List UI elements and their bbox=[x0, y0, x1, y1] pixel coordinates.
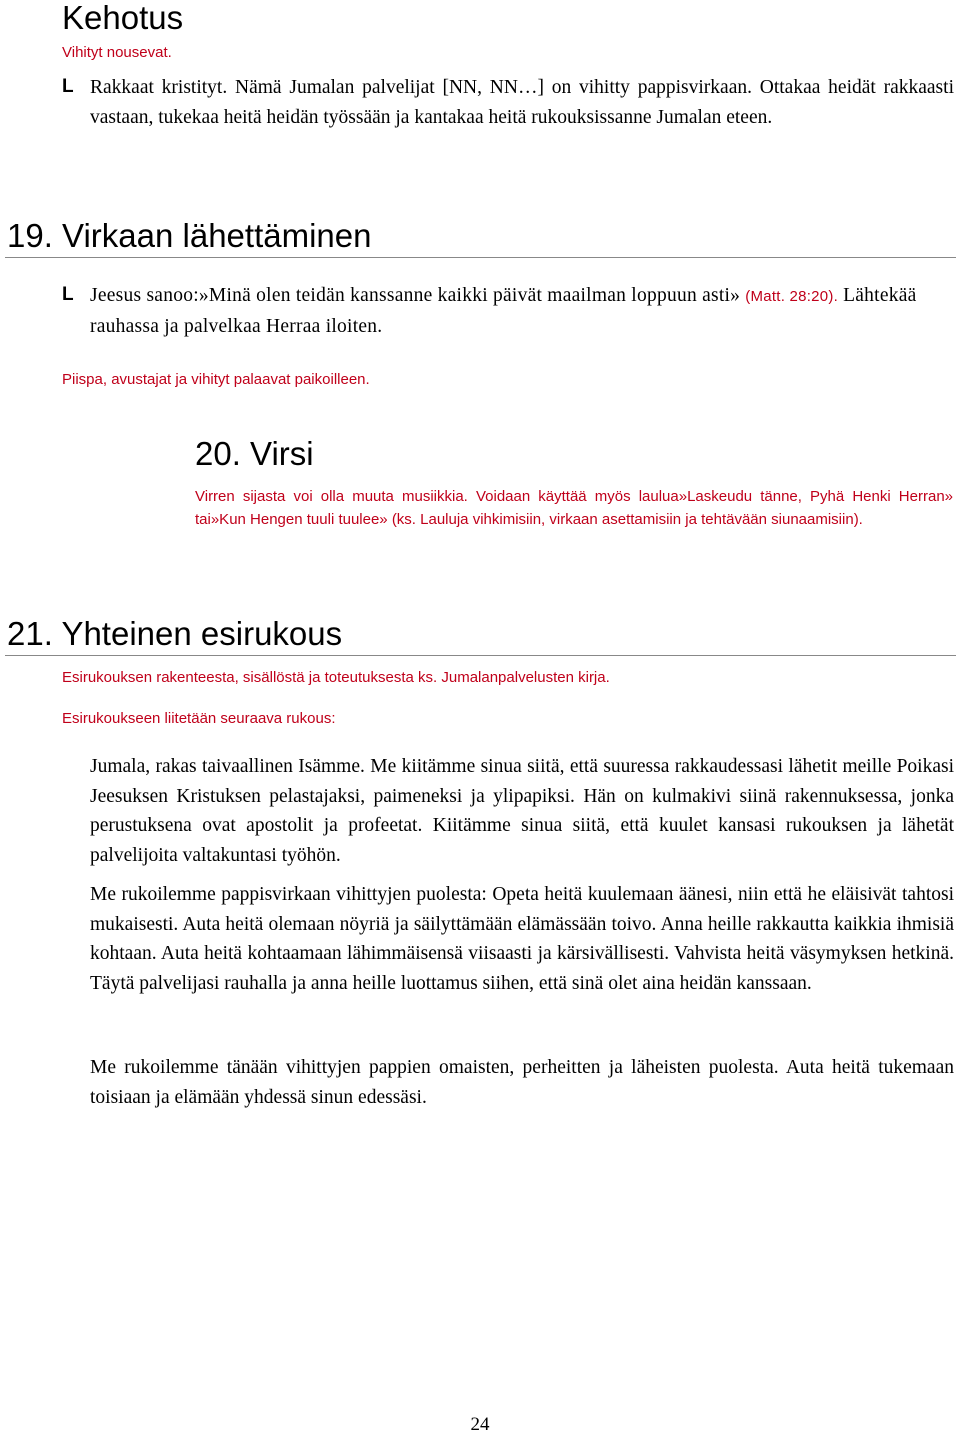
scripture-reference: (Matt. 28:20). bbox=[745, 288, 838, 305]
liturgist-marker: L bbox=[62, 76, 74, 97]
liturgist-marker: L bbox=[62, 284, 74, 305]
kehotus-text: Rakkaat kristityt. Nämä Jumalan palvelijat [NN, NN…] on vihitty pappisvirkaan. Ottakaa heidät rakkaasti vastaan, tukekaa heitä heidän työssään ja kantakaa heitä rukouksissanne Jumalan eteen. bbox=[90, 77, 954, 128]
prayer-paragraph-2: Me rukoilemme pappisvirkaan vihittyjen puolesta: Opeta heitä kuulemaan äänesi, niin että he eläisivät tahtosi mukaisesti. Auta heitä olemaan nöyriä ja säilyttämään elämässään toivo. Anna heille rakkautta kaikkia ihmisiä kohtaan. Auta heitä kohtaamaan lähimmäisensä viisaasti ja kärsivällisesti. Vahvista heitä väsymyksen hetkinä. Täytä palvelijasi rauhalla ja anna heille luottamus siihen, että sinä olet aina heidän kanssaan. bbox=[90, 884, 954, 994]
section-21-heading: 21. Yhteinen esirukous bbox=[7, 615, 343, 652]
section-19-text-b: Lähtekää rauhassa ja palvelkaa Herraa iloiten. bbox=[90, 285, 917, 337]
section-20-rubric: Virren sijasta voi olla muuta musiikkia. Voidaan käyttää myös laulua»Laskeudu tänne, Pyhä Henki Herran» tai»Kun Hengen tuuli tuulee» (ks. Lauluja vihkimisiin, virkaan asettamisiin ja tehtävään siunaamisiin). bbox=[195, 488, 953, 528]
section-21-rubric-2: Esirukoukseen liitetään seuraava rukous: bbox=[62, 710, 336, 727]
kehotus-rubric: Vihityt nousevat. bbox=[62, 44, 172, 61]
section-19-text bbox=[90, 281, 954, 341]
prayer-paragraph-3: Me rukoilemme tänään vihittyjen pappien omaisten, perheitten ja läheisten puolesta. Auta heitä tukemaan toisiaan ja elämään yhdessä sinun edessäsi. bbox=[90, 1057, 954, 1108]
section-19-heading: 19. Virkaan lähettäminen bbox=[7, 217, 372, 254]
prayer-paragraph-1: Jumala, rakas taivaallinen Isämme. Me kiitämme sinua siitä, että suuressa rakkaudessasi lähetit meille Poikasi Jeesuksen Kristuksen pelastajaksi, paimeneksi ja ylipapiksi. Hän on kulmakivi siinä rakennuksessa, jonka perustuksena ovat apostolit ja profeetat. Kiitämme sinua siitä, että kuulet kansasi rukouksen ja lähetät palvelijoita valtakuntasi työhön. bbox=[90, 756, 954, 866]
section-19-rubric: Piispa, avustajat ja vihityt palaavat paikoilleen. bbox=[62, 371, 370, 388]
section-20-heading: 20. Virsi bbox=[195, 435, 314, 472]
section-19-rule bbox=[5, 257, 956, 258]
section-21-rule bbox=[5, 655, 956, 656]
section-19-text-a: Jeesus sanoo:»Minä olen teidän kanssanne kaikki päivät maailman loppuun asti» bbox=[90, 285, 741, 306]
kehotus-heading: Kehotus bbox=[62, 0, 184, 36]
page-number: 24 bbox=[470, 1414, 490, 1435]
section-21-rubric-1: Esirukouksen rakenteesta, sisällöstä ja toteutuksesta ks. Jumalanpalvelusten kirja. bbox=[62, 669, 610, 686]
